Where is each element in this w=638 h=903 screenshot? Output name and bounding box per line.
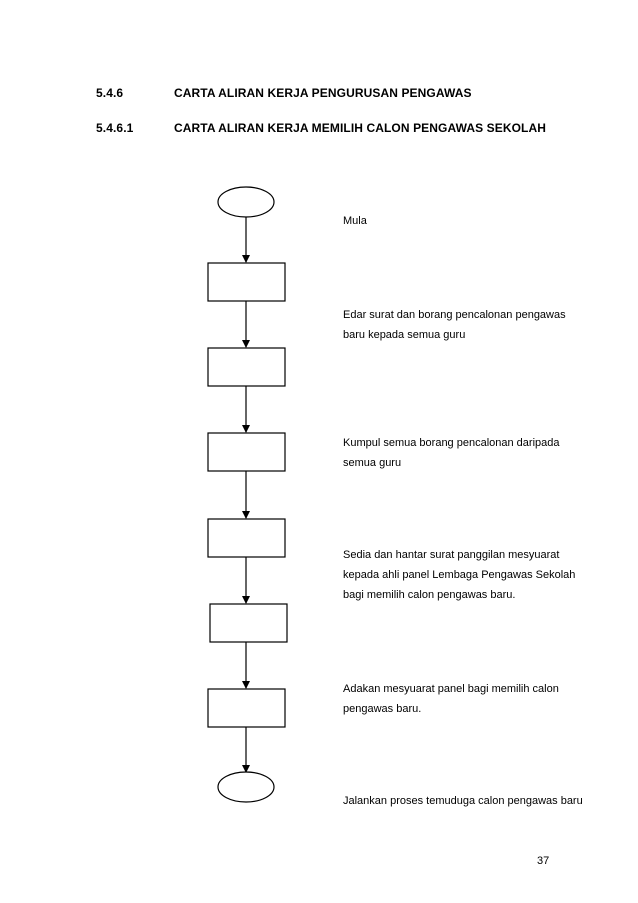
subsection-number: 5.4.6.1 (96, 121, 134, 135)
process-box-5 (210, 604, 287, 642)
process-box-2 (208, 348, 285, 386)
section-title: CARTA ALIRAN KERJA PENGURUSAN PENGAWAS (174, 86, 472, 100)
end-terminal (218, 772, 274, 802)
page-number: 37 (537, 855, 550, 867)
step-description-4: Adakan mesyuarat panel bagi memilih calon pengawas baru. (343, 683, 559, 715)
step-description-1: Edar surat dan borang pencalonan pengawas baru kepada semua guru (343, 309, 566, 341)
process-box-4 (208, 519, 285, 557)
step-description-3: Sedia dan hantar surat panggilan mesyuarat kepada ahli panel Lembaga Pengawas Sekolah bagi memilih calon pengawas baru. (343, 549, 576, 601)
process-box-6 (208, 689, 285, 727)
step-description-start: Mula (343, 215, 367, 227)
step-description-2: Kumpul semua borang pencalonan daripada semua guru (343, 437, 560, 469)
subsection-title: CARTA ALIRAN KERJA MEMILIH CALON PENGAWAS SEKOLAH (174, 121, 547, 135)
start-terminal (218, 187, 274, 217)
process-box-3 (208, 433, 285, 471)
section-number: 5.4.6 (96, 86, 124, 100)
step-description-5: Jalankan proses temuduga calon pengawas baru (343, 795, 583, 807)
process-box-1 (208, 263, 285, 301)
